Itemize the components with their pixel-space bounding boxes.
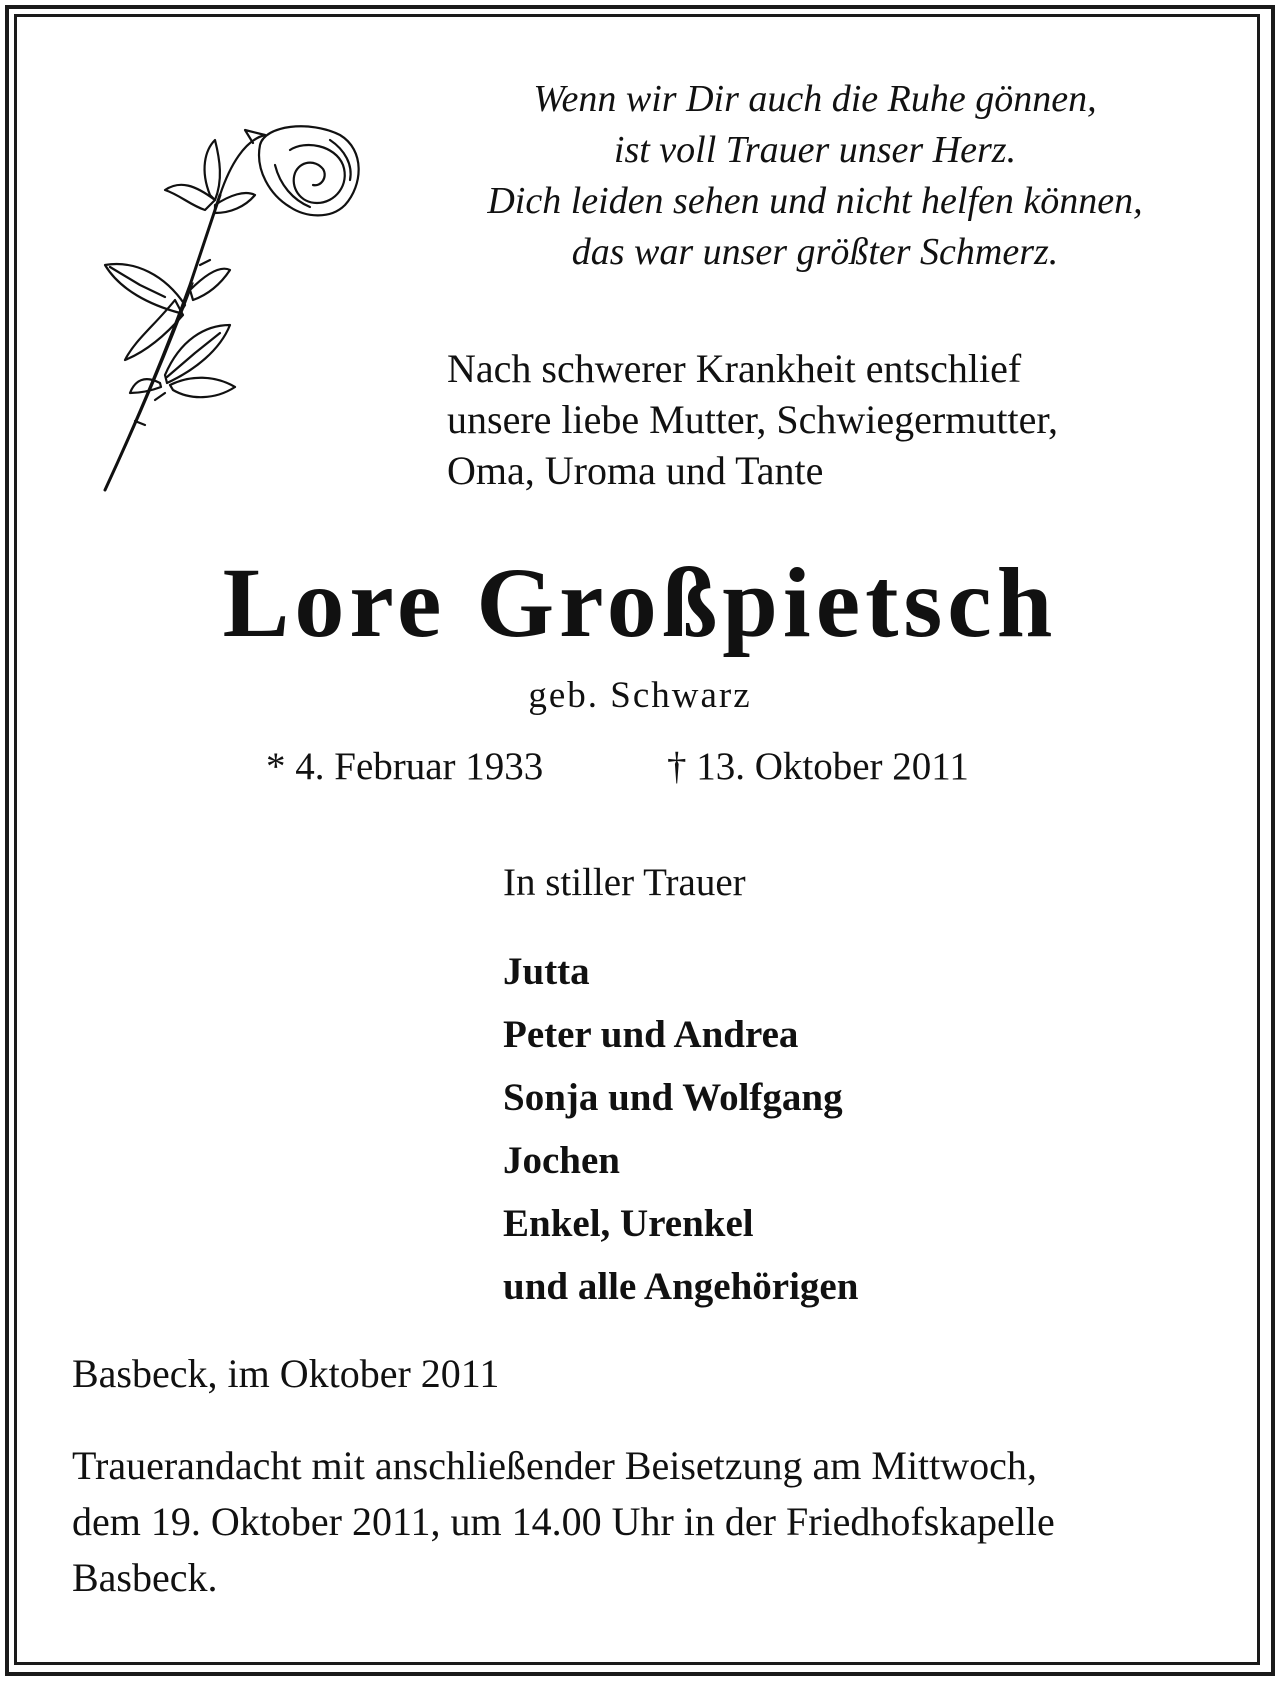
mourner-name: und alle Angehörigen (503, 1265, 859, 1308)
mourners-list (503, 940, 858, 1318)
memorial-poem (410, 74, 1220, 278)
place-date: Basbeck, im Oktober 2011 (72, 1351, 500, 1396)
mourner-name: Sonja und Wolfgang (503, 1076, 843, 1119)
death-date: † 13. Oktober 2011 (667, 745, 969, 788)
announcement-intro (447, 343, 1058, 496)
service-line: Trauerandacht mit anschließender Beisetzung am Mittwoch, (72, 1443, 1037, 1488)
poem-line: das war unser größter Schmerz. (571, 231, 1059, 273)
poem-line: Wenn wir Dir auch die Ruhe gönnen, (533, 78, 1097, 120)
poem-line: Dich leiden sehen und nicht helfen können, (487, 180, 1143, 222)
deceased-name: Lore Großpietsch (222, 547, 1058, 658)
mourner-name: Enkel, Urenkel (503, 1202, 754, 1245)
service-line: Basbeck. (72, 1555, 218, 1600)
intro-line: unsere liebe Mutter, Schwiegermutter, (447, 397, 1059, 442)
intro-line: Nach schwerer Krankheit entschlief (447, 346, 1022, 391)
service-line: dem 19. Oktober 2011, um 14.00 Uhr in der Friedhofskapelle (72, 1499, 1055, 1544)
service-notice (72, 1438, 1192, 1606)
rose-icon (95, 125, 385, 505)
poem-line: ist voll Trauer unser Herz. (613, 129, 1017, 171)
birth-date: * 4. Februar 1933 (266, 745, 544, 788)
mourner-name: Jutta (503, 950, 590, 993)
mourner-name: Peter und Andrea (503, 1013, 799, 1056)
mourning-label: In stiller Trauer (503, 861, 746, 904)
mourner-name: Jochen (503, 1139, 620, 1182)
intro-line: Oma, Uroma und Tante (447, 448, 824, 493)
birth-name: geb. Schwarz (528, 675, 752, 716)
